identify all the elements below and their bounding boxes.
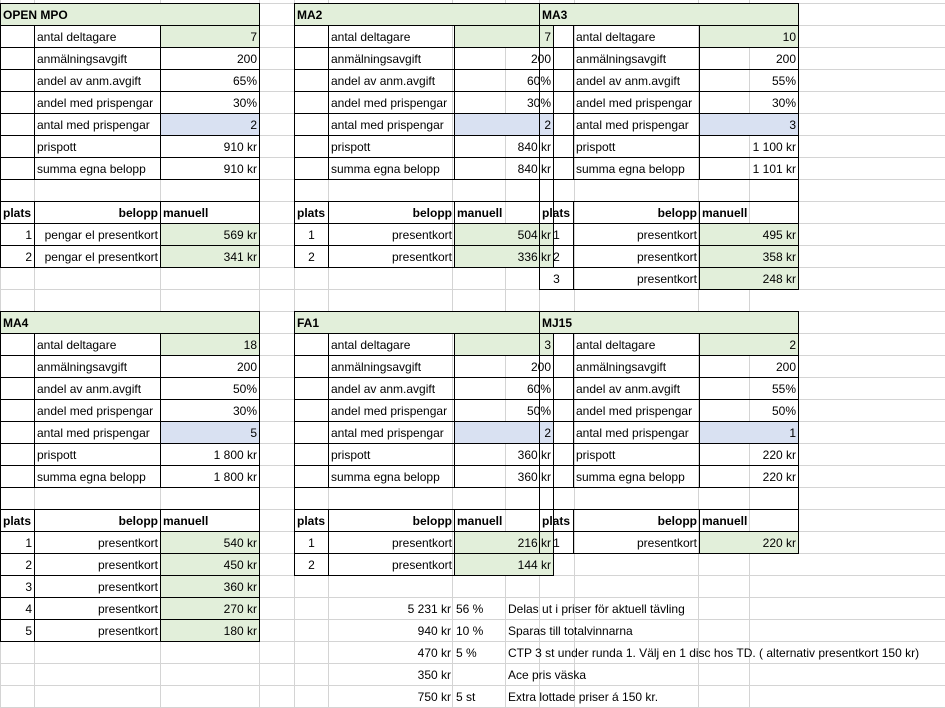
param-value-summa-egna-belopp[interactable]: 1 101 kr bbox=[700, 158, 799, 180]
prize-plats[interactable]: 1 bbox=[295, 532, 329, 554]
prize-row bbox=[295, 532, 554, 554]
prize-belopp[interactable]: presentkort bbox=[574, 268, 700, 290]
prize-plats[interactable]: 2 bbox=[1, 554, 35, 576]
class-block-ma4 bbox=[0, 311, 260, 642]
param-row-andel-av-anm bbox=[540, 70, 799, 92]
param-label[interactable]: antal deltagare bbox=[574, 334, 700, 356]
param-spacer-cell[interactable] bbox=[1, 334, 35, 356]
prize-row bbox=[1, 532, 260, 554]
param-row-antal-deltagare bbox=[295, 334, 554, 356]
param-value-summa-egna-belopp[interactable]: 910 kr bbox=[161, 158, 260, 180]
class-title[interactable]: FA1 bbox=[295, 312, 554, 334]
prize-manuell[interactable]: 341 kr bbox=[161, 246, 260, 268]
prize-row bbox=[295, 554, 554, 576]
col-header-manuell[interactable]: manuell bbox=[700, 202, 799, 224]
param-row-andel-med-prispengar bbox=[295, 400, 554, 422]
param-value-anmalningsavgift[interactable]: 200 bbox=[161, 356, 260, 378]
param-row-prispott bbox=[540, 136, 799, 158]
param-label[interactable]: andel av anm.avgift bbox=[574, 378, 700, 400]
summary-text[interactable]: Sparas till totalvinnarna bbox=[508, 624, 633, 638]
param-row-antal-med-prispengar bbox=[1, 114, 260, 136]
summary-percent[interactable]: 10 % bbox=[456, 624, 484, 638]
param-label[interactable]: antal deltagare bbox=[574, 26, 700, 48]
class-title[interactable]: MA2 bbox=[295, 4, 554, 26]
param-value-antal-med-prispengar[interactable]: 2 bbox=[455, 114, 554, 136]
param-spacer-cell[interactable] bbox=[295, 422, 329, 444]
param-spacer-cell[interactable] bbox=[295, 26, 329, 48]
param-spacer-cell[interactable] bbox=[1, 114, 35, 136]
param-spacer-cell[interactable] bbox=[1, 466, 35, 488]
class-title[interactable]: MA3 bbox=[540, 4, 799, 26]
prize-manuell[interactable]: 248 kr bbox=[700, 268, 799, 290]
param-value-andel-med-prispengar[interactable]: 30% bbox=[161, 92, 260, 114]
param-value-antal-deltagare[interactable]: 18 bbox=[161, 334, 260, 356]
param-spacer-cell[interactable] bbox=[1, 444, 35, 466]
param-spacer-cell[interactable] bbox=[1, 70, 35, 92]
param-row-prispott bbox=[295, 136, 554, 158]
class-title[interactable]: MA4 bbox=[1, 312, 260, 334]
prize-manuell[interactable]: 220 kr bbox=[700, 532, 799, 554]
prize-plats[interactable]: 2 bbox=[540, 246, 574, 268]
col-header-belopp[interactable]: belopp bbox=[329, 510, 455, 532]
prize-manuell[interactable]: 495 kr bbox=[700, 224, 799, 246]
param-row-andel-med-prispengar bbox=[540, 92, 799, 114]
param-row-andel-av-anm bbox=[540, 378, 799, 400]
col-header-belopp[interactable]: belopp bbox=[329, 202, 455, 224]
param-value-prispott[interactable]: 1 800 kr bbox=[161, 444, 260, 466]
param-label[interactable]: anmälningsavgift bbox=[329, 48, 455, 70]
col-header-belopp[interactable]: belopp bbox=[35, 510, 161, 532]
param-row-antal-deltagare bbox=[540, 334, 799, 356]
param-row-prispott bbox=[1, 444, 260, 466]
prize-row bbox=[540, 246, 799, 268]
param-label[interactable]: anmälningsavgift bbox=[329, 356, 455, 378]
param-value-andel-med-prispengar[interactable]: 50% bbox=[700, 400, 799, 422]
param-label[interactable]: antal deltagare bbox=[35, 334, 161, 356]
param-label[interactable]: prispott bbox=[574, 444, 700, 466]
prize-belopp[interactable]: presentkort bbox=[574, 246, 700, 268]
prize-row bbox=[540, 268, 799, 290]
param-value-andel-med-prispengar[interactable]: 30% bbox=[455, 92, 554, 114]
blank-row-cell[interactable] bbox=[540, 180, 799, 202]
param-label[interactable]: andel av anm.avgift bbox=[35, 70, 161, 92]
param-label[interactable]: antal deltagare bbox=[329, 334, 455, 356]
prize-plats[interactable]: 3 bbox=[1, 576, 35, 598]
prize-plats[interactable]: 2 bbox=[295, 246, 329, 268]
param-value-andel-av-anm[interactable]: 65% bbox=[161, 70, 260, 92]
param-spacer-cell[interactable] bbox=[295, 114, 329, 136]
prize-plats[interactable]: 2 bbox=[1, 246, 35, 268]
param-label[interactable]: andel av anm.avgift bbox=[329, 70, 455, 92]
param-row-andel-av-anm bbox=[295, 378, 554, 400]
param-row-antal-deltagare bbox=[540, 26, 799, 48]
param-value-prispott[interactable]: 220 kr bbox=[700, 444, 799, 466]
param-label[interactable]: summa egna belopp bbox=[35, 466, 161, 488]
param-spacer-cell[interactable] bbox=[295, 136, 329, 158]
param-value-andel-av-anm[interactable]: 60% bbox=[455, 70, 554, 92]
param-row-antal-deltagare bbox=[1, 26, 260, 48]
param-spacer-cell[interactable] bbox=[540, 466, 574, 488]
param-label[interactable]: summa egna belopp bbox=[35, 158, 161, 180]
param-row-summa-egna-belopp bbox=[295, 466, 554, 488]
param-label[interactable]: anmälningsavgift bbox=[574, 356, 700, 378]
param-value-antal-med-prispengar[interactable]: 1 bbox=[700, 422, 799, 444]
prize-plats[interactable]: 1 bbox=[295, 224, 329, 246]
col-header-plats[interactable]: plats bbox=[1, 202, 35, 224]
prize-plats[interactable]: 1 bbox=[540, 532, 574, 554]
param-label[interactable]: andel med prispengar bbox=[35, 400, 161, 422]
param-label[interactable]: anmälningsavgift bbox=[35, 48, 161, 70]
param-row-andel-av-anm bbox=[1, 70, 260, 92]
summary-text[interactable]: Delas ut i priser för aktuell tävling bbox=[508, 602, 685, 616]
param-value-summa-egna-belopp[interactable]: 220 kr bbox=[700, 466, 799, 488]
col-header-belopp[interactable]: belopp bbox=[574, 202, 700, 224]
param-label[interactable]: summa egna belopp bbox=[329, 158, 455, 180]
param-row-andel-med-prispengar bbox=[295, 92, 554, 114]
param-spacer-cell[interactable] bbox=[295, 378, 329, 400]
param-spacer-cell[interactable] bbox=[540, 444, 574, 466]
param-label[interactable]: andel av anm.avgift bbox=[329, 378, 455, 400]
summary-amount[interactable]: 750 kr bbox=[417, 690, 451, 704]
param-spacer-cell[interactable] bbox=[1, 92, 35, 114]
prize-row bbox=[540, 224, 799, 246]
param-spacer-cell[interactable] bbox=[540, 400, 574, 422]
prize-belopp[interactable]: presentkort bbox=[329, 246, 455, 268]
param-spacer-cell[interactable] bbox=[295, 70, 329, 92]
param-label[interactable]: prispott bbox=[574, 136, 700, 158]
param-row-prispott bbox=[540, 444, 799, 466]
param-spacer-cell[interactable] bbox=[540, 48, 574, 70]
param-value-antal-deltagare[interactable]: 7 bbox=[161, 26, 260, 48]
blank-row-cell[interactable] bbox=[540, 488, 799, 510]
col-header-belopp[interactable]: belopp bbox=[574, 510, 700, 532]
prize-belopp[interactable]: presentkort bbox=[329, 532, 455, 554]
param-row-prispott bbox=[1, 136, 260, 158]
prize-manuell[interactable]: 358 kr bbox=[700, 246, 799, 268]
param-value-prispott[interactable]: 360 kr bbox=[455, 444, 554, 466]
prize-manuell[interactable]: 540 kr bbox=[161, 532, 260, 554]
param-row-antal-med-prispengar bbox=[295, 114, 554, 136]
param-label[interactable]: andel av anm.avgift bbox=[35, 378, 161, 400]
prize-manuell[interactable]: 336 kr bbox=[455, 246, 554, 268]
param-value-summa-egna-belopp[interactable]: 840 kr bbox=[455, 158, 554, 180]
param-value-antal-med-prispengar[interactable]: 5 bbox=[161, 422, 260, 444]
prize-manuell[interactable]: 144 kr bbox=[455, 554, 554, 576]
col-header-plats[interactable]: plats bbox=[1, 510, 35, 532]
param-row-andel-av-anm bbox=[1, 378, 260, 400]
param-row-antal-med-prispengar bbox=[295, 422, 554, 444]
col-header-manuell[interactable]: manuell bbox=[455, 202, 554, 224]
param-label[interactable]: anmälningsavgift bbox=[574, 48, 700, 70]
summary-row bbox=[0, 686, 945, 708]
prize-belopp[interactable]: pengar el presentkort bbox=[35, 224, 161, 246]
param-row-andel-av-anm bbox=[295, 70, 554, 92]
param-label[interactable]: antal med prispengar bbox=[329, 114, 455, 136]
param-label[interactable]: antal deltagare bbox=[329, 26, 455, 48]
prize-plats[interactable]: 2 bbox=[295, 554, 329, 576]
param-value-anmalningsavgift[interactable]: 200 bbox=[455, 356, 554, 378]
summary-row bbox=[0, 642, 945, 664]
param-spacer-cell[interactable] bbox=[540, 92, 574, 114]
param-value-antal-med-prispengar[interactable]: 3 bbox=[700, 114, 799, 136]
param-spacer-cell[interactable] bbox=[295, 158, 329, 180]
summary-amount[interactable]: 350 kr bbox=[417, 668, 451, 682]
param-row-andel-med-prispengar bbox=[1, 400, 260, 422]
col-header-plats[interactable]: plats bbox=[295, 202, 329, 224]
param-value-andel-med-prispengar[interactable]: 50% bbox=[455, 400, 554, 422]
param-value-andel-av-anm[interactable]: 50% bbox=[161, 378, 260, 400]
param-value-andel-av-anm[interactable]: 55% bbox=[700, 70, 799, 92]
param-value-antal-deltagare[interactable]: 2 bbox=[700, 334, 799, 356]
param-spacer-cell[interactable] bbox=[1, 356, 35, 378]
param-label[interactable]: prispott bbox=[35, 136, 161, 158]
param-value-prispott[interactable]: 1 100 kr bbox=[700, 136, 799, 158]
param-label[interactable]: prispott bbox=[329, 136, 455, 158]
param-value-anmalningsavgift[interactable]: 200 bbox=[455, 48, 554, 70]
param-label[interactable]: andel med prispengar bbox=[574, 400, 700, 422]
param-spacer-cell[interactable] bbox=[295, 334, 329, 356]
param-spacer-cell[interactable] bbox=[540, 26, 574, 48]
param-spacer-cell[interactable] bbox=[540, 136, 574, 158]
summary-text[interactable]: Extra lottade priser á 150 kr. bbox=[508, 690, 659, 704]
prize-row bbox=[295, 246, 554, 268]
param-value-antal-deltagare[interactable]: 3 bbox=[455, 334, 554, 356]
param-row-anmalningsavgift bbox=[1, 356, 260, 378]
param-spacer-cell[interactable] bbox=[295, 444, 329, 466]
col-header-plats[interactable]: plats bbox=[540, 202, 574, 224]
param-spacer-cell[interactable] bbox=[1, 136, 35, 158]
param-spacer-cell[interactable] bbox=[295, 466, 329, 488]
summary-percent[interactable]: 56 % bbox=[456, 602, 484, 616]
param-label[interactable]: antal med prispengar bbox=[574, 422, 700, 444]
summary-text[interactable]: CTP 3 st under runda 1. Välj en 1 disc hos TD. ( alternativ presentkort 150 kr) bbox=[508, 646, 920, 660]
param-row-antal-med-prispengar bbox=[540, 422, 799, 444]
prize-belopp[interactable]: presentkort bbox=[35, 620, 161, 642]
param-spacer-cell[interactable] bbox=[1, 26, 35, 48]
param-value-prispott[interactable]: 840 kr bbox=[455, 136, 554, 158]
col-header-manuell[interactable]: manuell bbox=[161, 510, 260, 532]
param-spacer-cell[interactable] bbox=[295, 92, 329, 114]
prize-belopp[interactable]: presentkort bbox=[329, 224, 455, 246]
param-row-summa-egna-belopp bbox=[1, 466, 260, 488]
prize-belopp[interactable]: presentkort bbox=[35, 532, 161, 554]
param-label[interactable]: summa egna belopp bbox=[574, 466, 700, 488]
blank-row-cell[interactable] bbox=[1, 180, 260, 202]
prize-plats[interactable]: 5 bbox=[1, 620, 35, 642]
param-spacer-cell[interactable] bbox=[540, 158, 574, 180]
param-value-andel-av-anm[interactable]: 55% bbox=[700, 378, 799, 400]
blank-row-cell[interactable] bbox=[295, 180, 554, 202]
prize-belopp[interactable]: pengar el presentkort bbox=[35, 246, 161, 268]
param-label[interactable]: anmälningsavgift bbox=[35, 356, 161, 378]
class-block-open-mpo bbox=[0, 3, 260, 268]
col-header-manuell[interactable]: manuell bbox=[161, 202, 260, 224]
prize-row bbox=[1, 554, 260, 576]
summary-text[interactable]: Ace pris väska bbox=[508, 668, 587, 682]
param-label[interactable]: summa egna belopp bbox=[574, 158, 700, 180]
prize-belopp[interactable]: presentkort bbox=[574, 224, 700, 246]
prize-manuell[interactable]: 360 kr bbox=[161, 576, 260, 598]
param-label[interactable]: antal med prispengar bbox=[35, 114, 161, 136]
param-spacer-cell[interactable] bbox=[295, 400, 329, 422]
prize-row bbox=[1, 224, 260, 246]
prize-manuell[interactable]: 504 kr bbox=[455, 224, 554, 246]
col-header-manuell[interactable]: manuell bbox=[700, 510, 799, 532]
summary-row bbox=[0, 598, 945, 620]
param-row-prispott bbox=[295, 444, 554, 466]
param-label[interactable]: prispott bbox=[35, 444, 161, 466]
col-header-plats[interactable]: plats bbox=[295, 510, 329, 532]
param-spacer-cell[interactable] bbox=[1, 158, 35, 180]
param-row-anmalningsavgift bbox=[540, 356, 799, 378]
param-label[interactable]: antal med prispengar bbox=[574, 114, 700, 136]
param-value-anmalningsavgift[interactable]: 200 bbox=[700, 48, 799, 70]
param-spacer-cell[interactable] bbox=[1, 422, 35, 444]
param-value-andel-med-prispengar[interactable]: 30% bbox=[700, 92, 799, 114]
param-value-antal-med-prispengar[interactable]: 2 bbox=[161, 114, 260, 136]
prize-manuell[interactable]: 180 kr bbox=[161, 620, 260, 642]
prize-belopp[interactable]: presentkort bbox=[35, 576, 161, 598]
param-spacer-cell[interactable] bbox=[1, 400, 35, 422]
blank-row-cell[interactable] bbox=[1, 488, 260, 510]
param-label[interactable]: antal deltagare bbox=[35, 26, 161, 48]
param-label[interactable]: andel med prispengar bbox=[329, 400, 455, 422]
param-value-antal-deltagare[interactable]: 10 bbox=[700, 26, 799, 48]
param-row-anmalningsavgift bbox=[295, 356, 554, 378]
prize-belopp[interactable]: presentkort bbox=[329, 554, 455, 576]
param-label[interactable]: andel med prispengar bbox=[574, 92, 700, 114]
param-label[interactable]: andel med prispengar bbox=[35, 92, 161, 114]
param-spacer-cell[interactable] bbox=[1, 48, 35, 70]
prize-row bbox=[1, 576, 260, 598]
param-spacer-cell[interactable] bbox=[540, 378, 574, 400]
param-row-antal-med-prispengar bbox=[1, 422, 260, 444]
prize-row bbox=[540, 532, 799, 554]
param-row-summa-egna-belopp bbox=[540, 466, 799, 488]
param-row-antal-deltagare bbox=[1, 334, 260, 356]
param-spacer-cell[interactable] bbox=[295, 48, 329, 70]
prize-manuell[interactable]: 216 kr bbox=[455, 532, 554, 554]
summary-percent[interactable]: 5 st bbox=[456, 690, 476, 704]
prize-plats[interactable]: 3 bbox=[540, 268, 574, 290]
class-title[interactable]: MJ15 bbox=[540, 312, 799, 334]
prize-manuell[interactable]: 450 kr bbox=[161, 554, 260, 576]
param-spacer-cell[interactable] bbox=[1, 378, 35, 400]
param-value-andel-av-anm[interactable]: 60% bbox=[455, 378, 554, 400]
summary-row bbox=[0, 664, 945, 686]
summary-percent[interactable]: 5 % bbox=[456, 646, 477, 660]
param-row-andel-med-prispengar bbox=[1, 92, 260, 114]
param-row-anmalningsavgift bbox=[295, 48, 554, 70]
prize-plats[interactable]: 1 bbox=[540, 224, 574, 246]
param-spacer-cell[interactable] bbox=[540, 356, 574, 378]
param-row-antal-deltagare bbox=[295, 26, 554, 48]
param-value-anmalningsavgift[interactable]: 200 bbox=[161, 48, 260, 70]
param-row-anmalningsavgift bbox=[1, 48, 260, 70]
param-row-summa-egna-belopp bbox=[540, 158, 799, 180]
prize-belopp[interactable]: presentkort bbox=[574, 532, 700, 554]
prize-plats[interactable]: 4 bbox=[1, 598, 35, 620]
prize-belopp[interactable]: presentkort bbox=[35, 554, 161, 576]
summary-amount[interactable]: 470 kr bbox=[417, 646, 451, 660]
param-spacer-cell[interactable] bbox=[540, 114, 574, 136]
param-value-antal-deltagare[interactable]: 7 bbox=[455, 26, 554, 48]
prize-row bbox=[1, 246, 260, 268]
class-title[interactable]: OPEN MPO bbox=[1, 4, 260, 26]
param-value-andel-med-prispengar[interactable]: 30% bbox=[161, 400, 260, 422]
prize-plats[interactable]: 1 bbox=[1, 532, 35, 554]
param-label[interactable]: andel med prispengar bbox=[329, 92, 455, 114]
param-row-andel-med-prispengar bbox=[540, 400, 799, 422]
param-row-antal-med-prispengar bbox=[540, 114, 799, 136]
param-spacer-cell[interactable] bbox=[540, 422, 574, 444]
prize-manuell[interactable]: 569 kr bbox=[161, 224, 260, 246]
param-row-summa-egna-belopp bbox=[1, 158, 260, 180]
col-header-belopp[interactable]: belopp bbox=[35, 202, 161, 224]
prize-plats[interactable]: 1 bbox=[1, 224, 35, 246]
param-row-summa-egna-belopp bbox=[295, 158, 554, 180]
summary-row bbox=[0, 620, 945, 642]
prize-row bbox=[295, 224, 554, 246]
class-block-ma3 bbox=[539, 3, 799, 290]
blank-row-cell[interactable] bbox=[295, 488, 554, 510]
prize-manuell[interactable]: 270 kr bbox=[161, 598, 260, 620]
param-value-summa-egna-belopp[interactable]: 1 800 kr bbox=[161, 466, 260, 488]
param-row-anmalningsavgift bbox=[540, 48, 799, 70]
param-value-anmalningsavgift[interactable]: 200 bbox=[700, 356, 799, 378]
param-spacer-cell[interactable] bbox=[540, 334, 574, 356]
col-header-plats[interactable]: plats bbox=[540, 510, 574, 532]
param-spacer-cell[interactable] bbox=[540, 70, 574, 92]
param-value-antal-med-prispengar[interactable]: 2 bbox=[455, 422, 554, 444]
param-label[interactable]: antal med prispengar bbox=[329, 422, 455, 444]
param-value-prispott[interactable]: 910 kr bbox=[161, 136, 260, 158]
param-label[interactable]: summa egna belopp bbox=[329, 466, 455, 488]
summary-amount[interactable]: 940 kr bbox=[417, 624, 451, 638]
class-block-ma2 bbox=[294, 3, 554, 268]
summary-amount[interactable]: 5 231 kr bbox=[407, 602, 451, 616]
class-block-fa1 bbox=[294, 311, 554, 576]
param-label[interactable]: andel av anm.avgift bbox=[574, 70, 700, 92]
param-spacer-cell[interactable] bbox=[295, 356, 329, 378]
param-value-summa-egna-belopp[interactable]: 360 kr bbox=[455, 466, 554, 488]
class-block-mj15 bbox=[539, 311, 799, 554]
prize-belopp[interactable]: presentkort bbox=[35, 598, 161, 620]
col-header-manuell[interactable]: manuell bbox=[455, 510, 554, 532]
param-label[interactable]: prispott bbox=[329, 444, 455, 466]
param-label[interactable]: antal med prispengar bbox=[35, 422, 161, 444]
